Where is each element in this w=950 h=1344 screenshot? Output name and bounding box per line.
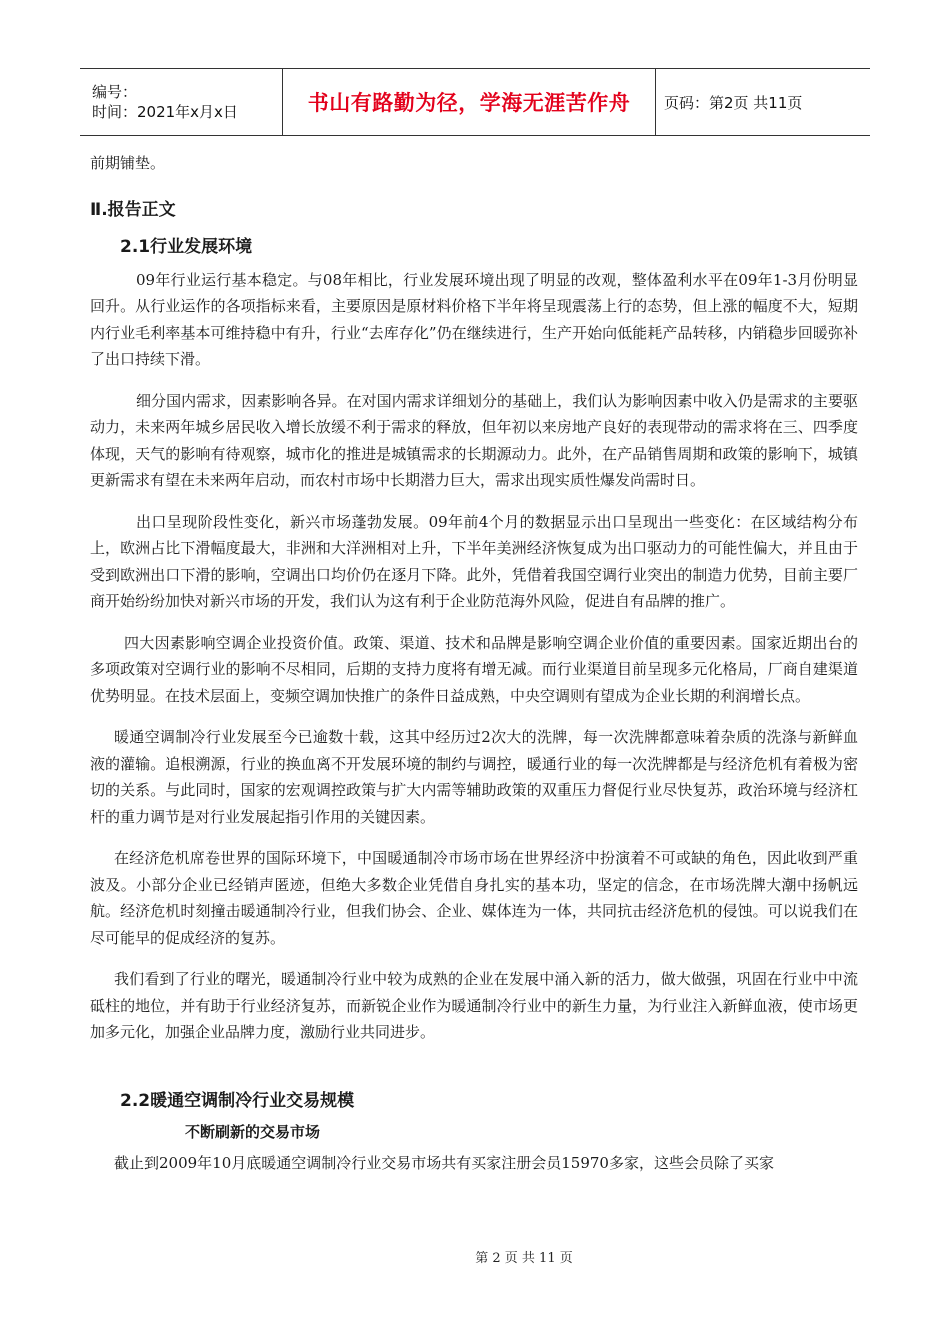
subsection-title-2-1: 2.1行业发展环境 <box>120 236 253 257</box>
document-time-label: 时间：2021年x月x日 <box>92 103 238 121</box>
page-code-text: 页码：第2页 共11页 <box>664 93 803 112</box>
paragraph: 四大因素影响空调企业投资价值。政策、渠道、技术和品牌是影响空调企业价值的重要因素。国家近期出台的多项政策对空调行业的影响不尽相同，后期的支持力度将有增无减。而行业渠道目前呈现多元化格局，厂商自建渠道优势明显。在技术层面上，变频空调加快推广的条件日益成熟，中央空调则有望成为企业长期的利润增长点。 <box>90 633 858 705</box>
paragraph: 细分国内需求，因素影响各异。在对国内需求详细划分的基础上，我们认为影响因素中收入仍是需求的主要驱动力，未来两年城乡居民收入增长放缓不利于需求的释放，但年初以来房地产良好的表现带动的需求将在三、四季度体现，天气的影响有待观察，城市化的推进是城镇需求的长期源动力。此外，在产品销售周期和政策的影响下，城镇更新需求有望在未来两年启动，而农村市场中长期潜力巨大，需求出现实质性爆发尚需时日。 <box>90 391 858 489</box>
header-motto-cell <box>282 69 656 135</box>
page-header <box>80 68 870 136</box>
footer-page-number: 第 2 页 共 11 页 <box>475 1251 573 1266</box>
header-motto: 书山有路勤为径，学海无涯苦作舟 <box>307 91 631 115</box>
subsection-title-2-2: 2.2暖通空调制冷行业交易规模 <box>120 1090 355 1111</box>
subsubsection-title: 不断刷新的交易市场 <box>185 1122 321 1141</box>
paragraph: 出口呈现阶段性变化，新兴市场蓬勃发展。09年前4个月的数据显示出口呈现出一些变化：在区域结构分布上，欧洲占比下滑幅度最大，非洲和大洋洲相对上升，下半年美洲经济恢复成为出口驱动力的可能性偏大，并且由于受到欧洲出口下滑的影响，空调出口均价仍在逐月下降。此外，凭借着我国空调行业突出的制造力优势，目前主要厂商开始纷纷加快对新兴市场的开发，我们认为这有利于企业防范海外风险，促进自有品牌的推广。 <box>90 512 858 610</box>
paragraph: 09年行业运行基本稳定。与08年相比，行业发展环境出现了明显的改观，整体盈利水平在09年1-3月份明显回升。从行业运作的各项指标来看，主要原因是原材料价格下半年将呈现震荡上行的态势，但上涨的幅度不大，短期内行业毛利率基本可维持稳中有升，行业“去库存化”仍在继续进行，生产开始向低能耗产品转移，内销稳步回暖弥补了出口持续下滑。 <box>90 270 858 368</box>
paragraph: 暖通空调制冷行业发展至今已逾数十载，这其中经历过2次大的洗牌，每一次洗牌都意味着杂质的洗涤与新鲜血液的灌输。追根溯源，行业的换血离不开发展环境的制约与调控，暖通行业的每一次洗牌都是与经济危机有着极为密切的关系。与此同时，国家的宏观调控政策与扩大内需等辅助政策的双重压力督促行业尽快复苏，政治环境与经济杠杆的重力调节是对行业发展起指引作用的关键因素。 <box>90 728 858 826</box>
header-meta <box>80 69 282 135</box>
paragraph: 我们看到了行业的曙光，暖通制冷行业中较为成熟的企业在发展中涌入新的活力，做大做强，巩固在行业中中流砥柱的地位，并有助于行业经济复苏，而新锐企业作为暖通制冷行业中的新生力量，为行业注入新鲜血液，使市场更加多元化，加强企业品牌力度，激励行业共同进步。 <box>90 970 858 1041</box>
last-paragraph: 截止到2009年10月底暖通空调制冷行业交易市场共有买家注册会员15970多家，这些会员除了买家 <box>114 1153 774 1172</box>
document-body <box>90 150 858 1176</box>
document-number-label: 编号： <box>92 83 138 101</box>
intro-tail-text: 前期铺垫。 <box>90 154 166 172</box>
page-footer <box>0 1247 950 1266</box>
header-page-code <box>656 69 870 135</box>
section-title: Ⅱ.报告正文 <box>90 199 176 220</box>
paragraph: 在经济危机席卷世界的国际环境下，中国暖通制冷市场市场在世界经济中扮演着不可或缺的角色，因此收到严重波及。小部分企业已经销声匿迹，但绝大多数企业凭借自身扎实的基本功，坚定的信念，在市场洗牌大潮中扬帆远航。经济危机时刻撞击暖通制冷行业，但我们协会、企业、媒体连为一体，共同抗击经济危机的侵蚀。可以说我们在尽可能早的促成经济的复苏。 <box>90 849 858 947</box>
